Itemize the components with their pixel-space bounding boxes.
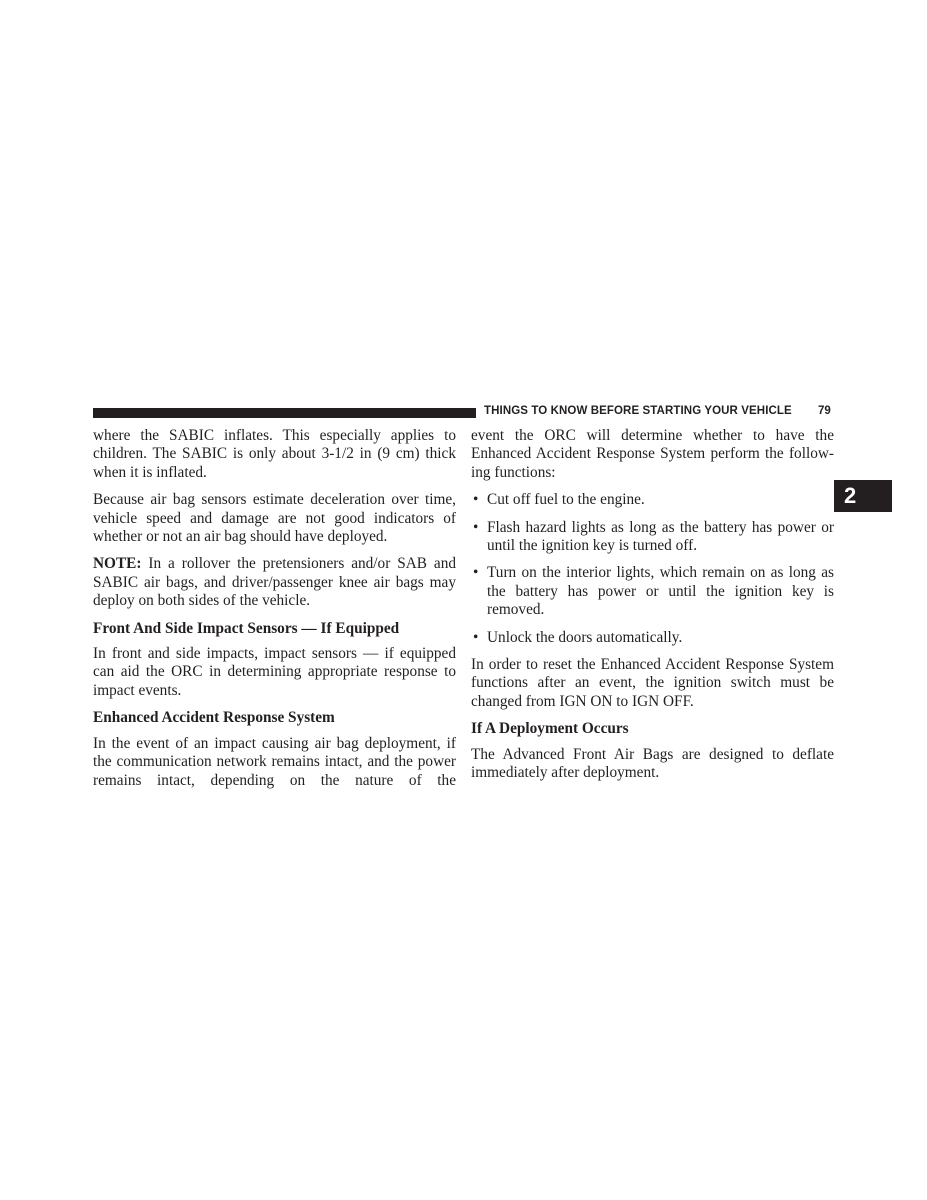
bullet-icon: • bbox=[473, 628, 479, 646]
note-paragraph bbox=[93, 555, 456, 610]
bullet-icon: • bbox=[473, 518, 479, 536]
bullet-icon: • bbox=[473, 564, 479, 582]
paragraph: In the event of an impact causing air bag deployment, if the communication network remains intact, and the power remains intact, depending on the nature of the bbox=[93, 734, 456, 789]
section-heading: Enhanced Accident Response System bbox=[93, 709, 335, 727]
list-item: • Unlock the doors automatically. bbox=[473, 628, 683, 646]
right-column bbox=[471, 427, 834, 792]
list-item: • Turn on the interior lights, which remain on as long as the battery has power or until the ignition key is removed. bbox=[473, 564, 834, 619]
list-item: • Cut off fuel to the engine. bbox=[473, 491, 645, 509]
page-number: 79 bbox=[818, 405, 831, 417]
paragraph: In front and side impacts, impact sensors — if equipped can aid the ORC in determining appropriate response to impact events. bbox=[93, 645, 456, 699]
section-heading: Front And Side Impact Sensors — If Equipped bbox=[93, 619, 400, 637]
header-rule bbox=[93, 408, 476, 418]
paragraph: The Advanced Front Air Bags are designed to deflate immediately after deployment. bbox=[471, 745, 834, 782]
function-list bbox=[471, 491, 834, 647]
paragraph: Because air bag sensors estimate deceleration over time, vehicle speed and damage are not good indicators of whether or not an air bag should have deployed. bbox=[93, 491, 456, 546]
left-column bbox=[93, 427, 456, 799]
note-text: In a rollover the pretensioners and/or SAB and SABIC air bags, and driver/passenger knee air bags may deploy on both sides of the vehicle. bbox=[93, 555, 456, 610]
paragraph: In order to reset the Enhanced Accident Response System functions after an event, the ignition switch must be changed from IGN ON to IGN OFF. bbox=[471, 656, 834, 710]
list-item: • Flash hazard lights as long as the battery has power or until the ignition key is turned off. bbox=[473, 518, 834, 555]
section-heading: If A Deployment Occurs bbox=[471, 720, 629, 738]
running-header: THINGS TO KNOW BEFORE STARTING YOUR VEHICLE bbox=[484, 405, 792, 417]
note-label: NOTE: bbox=[93, 555, 142, 573]
chapter-tab: 2 bbox=[834, 480, 892, 512]
paragraph: event the ORC will determine whether to have the Enhanced Accident Response System perform the follow-ing functions: bbox=[471, 427, 834, 481]
paragraph: where the SABIC inflates. This especially applies to children. The SABIC is only about 3-1/2 in (9 cm) thick when it is inflated. bbox=[93, 427, 456, 481]
bullet-icon: • bbox=[473, 491, 479, 509]
